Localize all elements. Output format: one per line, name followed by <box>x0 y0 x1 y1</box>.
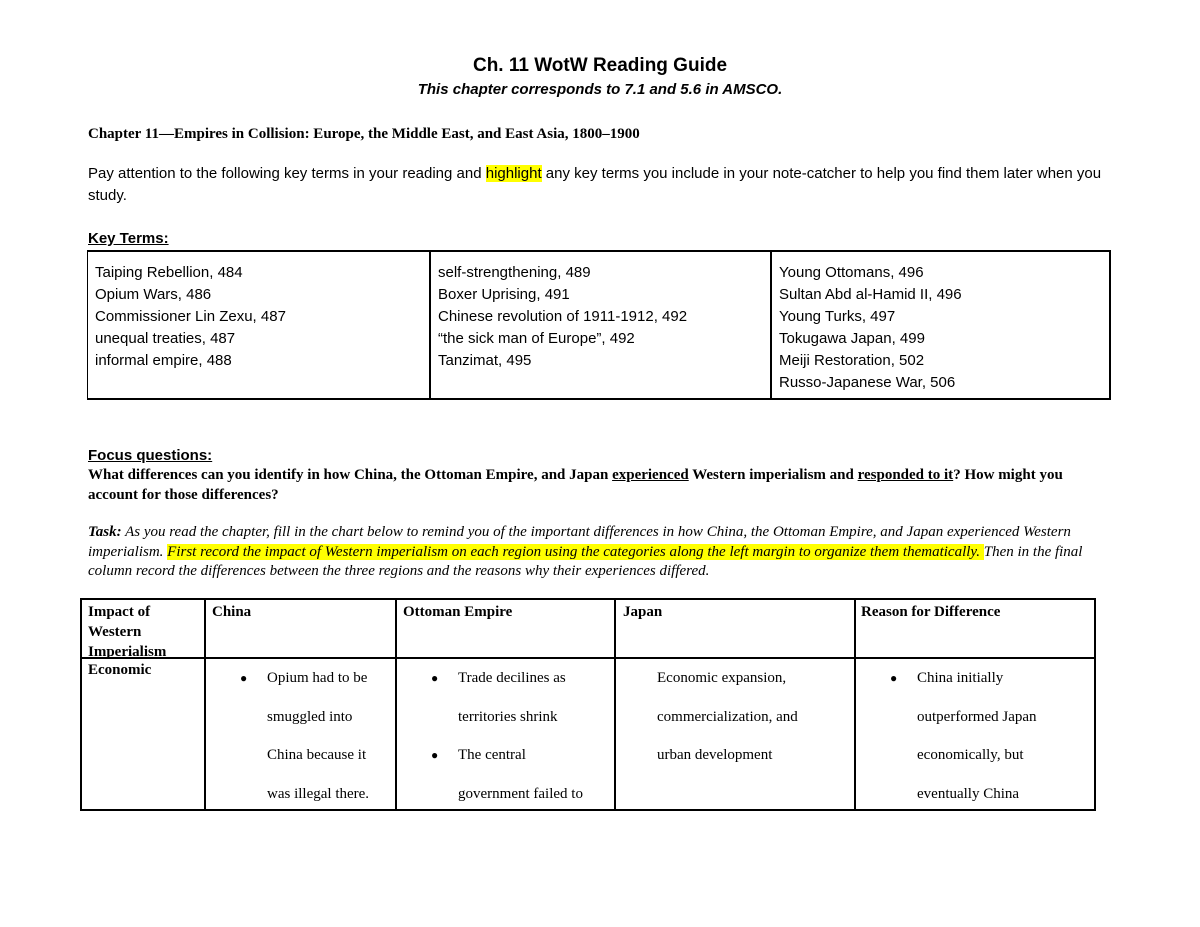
chart-divider <box>395 600 397 809</box>
key-terms-column-1 <box>88 252 429 398</box>
focus-q-part: ? How might you account for those differences? <box>88 467 1063 503</box>
cell-line: The central <box>458 747 526 763</box>
cell-line: was illegal there. <box>267 785 370 802</box>
bullet-icon: ● <box>431 748 439 762</box>
document-subtitle: This chapter corresponds to 7.1 and 5.6 in AMSCO. <box>417 81 783 98</box>
key-terms-table <box>87 250 1111 400</box>
bullet-item <box>890 659 1037 813</box>
cell-line: urban development <box>657 747 773 763</box>
key-terms-column-3 <box>770 252 1109 398</box>
cell-line: China because it <box>267 747 367 763</box>
row-label-economic: Economic <box>88 662 152 678</box>
bullet-item <box>431 659 583 736</box>
key-term: Boxer Uprising, 491 <box>438 286 570 303</box>
key-term: unequal treaties, 487 <box>95 330 236 347</box>
focus-questions-label: Focus questions: <box>88 447 213 464</box>
intro-text-before: Pay attention to the following key terms in your reading and <box>88 165 486 182</box>
key-term: Chinese revolution of 1911-1912, 492 <box>438 308 688 325</box>
focus-question <box>88 465 1108 505</box>
task-paragraph <box>88 523 1108 582</box>
ottoman-economic-cell <box>431 659 583 813</box>
chart-divider <box>614 600 616 809</box>
intro-highlight-word: highlight <box>485 165 542 182</box>
task-text: Then in the final column record the differences between the three regions and the reasons why their experiences differed. <box>88 543 1083 579</box>
cell-line: outperformed Japan <box>917 708 1037 725</box>
chapter-heading: Chapter 11—Empires in Collision: Europe, the Middle East, and East Asia, 1800–1900 <box>88 126 640 142</box>
key-terms-column-2 <box>429 252 770 398</box>
cell-line: territories shrink <box>458 708 558 725</box>
cell-line: Trade decilines as <box>458 670 566 686</box>
bullet-item <box>431 736 583 813</box>
bullet-icon: ● <box>890 671 898 685</box>
header-china: China <box>212 604 252 620</box>
key-term: Russo-Japanese War, 506 <box>779 374 956 391</box>
chart-divider <box>204 600 206 809</box>
focus-q-underlined: responded to it <box>857 467 954 483</box>
focus-q-part: Western imperialism and <box>688 467 858 483</box>
header-impact: Impact of Western Imperialism <box>88 604 167 660</box>
china-economic-cell <box>240 659 370 813</box>
key-term: informal empire, 488 <box>95 352 232 369</box>
key-term: Taiping Rebellion, 484 <box>95 264 243 281</box>
key-term: Tanzimat, 495 <box>438 352 532 369</box>
cell-line: China initially <box>917 670 1004 686</box>
key-term: Opium Wars, 486 <box>95 286 212 303</box>
key-term: Young Ottomans, 496 <box>779 264 924 281</box>
task-label: Task: <box>88 524 122 540</box>
key-terms-label: Key Terms: <box>88 230 169 247</box>
cell-line: Opium had to be <box>267 670 368 686</box>
document-title: Ch. 11 WotW Reading Guide <box>472 55 728 76</box>
bullet-item <box>240 659 370 813</box>
key-term: “the sick man of Europe”, 492 <box>438 330 635 347</box>
bullet-icon: ● <box>431 671 439 685</box>
key-term: Young Turks, 497 <box>779 308 896 325</box>
focus-q-part: What differences can you identify in how China, the Ottoman Empire, and Japan <box>88 467 613 483</box>
cell-line: government failed to <box>458 785 583 802</box>
cell-line: Economic expansion, <box>657 670 787 686</box>
chart-divider <box>854 600 856 809</box>
cell-line: commercialization, and <box>657 708 798 725</box>
reason-economic-cell <box>890 659 1037 813</box>
key-term: self-strengthening, 489 <box>438 264 591 281</box>
header-japan: Japan <box>623 604 663 620</box>
cell-line: eventually China <box>917 785 1020 802</box>
cell-line: smuggled into <box>267 708 353 725</box>
header-reason: Reason for Difference <box>861 604 1001 620</box>
task-highlight: First record the impact of Western imperialism on each region using the categories along the left margin to organize them thematically. <box>167 543 984 560</box>
intro-text-after: any key terms you include in your note-catcher to help you find them later when you study. <box>88 165 1102 204</box>
key-term: Meiji Restoration, 502 <box>779 352 925 369</box>
bullet-icon: ● <box>240 671 248 685</box>
focus-q-underlined: experienced <box>612 467 689 483</box>
cell-line: economically, but <box>917 747 1024 763</box>
key-term: Commissioner Lin Zexu, 487 <box>95 308 286 325</box>
comparison-chart <box>80 598 1096 811</box>
intro-paragraph <box>88 163 1108 207</box>
header-ottoman: Ottoman Empire <box>403 604 513 620</box>
japan-economic-cell <box>657 659 798 775</box>
key-term: Sultan Abd al-Hamid II, 496 <box>779 286 962 303</box>
task-text: As you read the chapter, fill in the chart below to remind you of the important differences in how China, the Ottoman Empire, and Japan experienced Western imperialism. <box>88 524 1071 560</box>
key-term: Tokugawa Japan, 499 <box>779 330 925 347</box>
